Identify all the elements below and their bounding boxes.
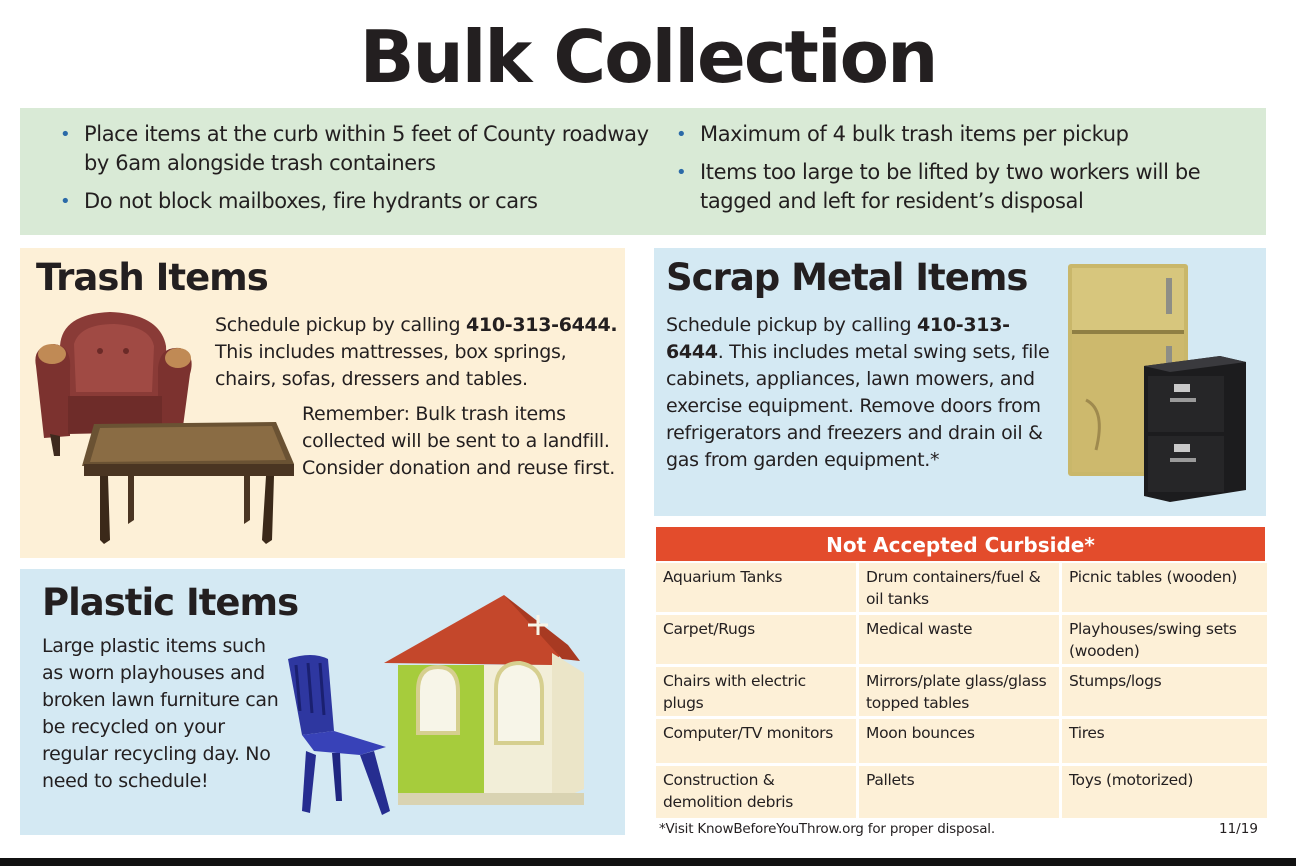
scrap-text-pre: Schedule pickup by calling	[666, 314, 918, 336]
rules-list-left	[60, 120, 650, 225]
rule-item: • Maximum of 4 bulk trash items per pickup	[676, 120, 1251, 149]
scrap-metal-panel	[654, 248, 1266, 516]
table-cell: Mirrors/plate glass/glass topped tables	[859, 667, 1059, 716]
table-cell: Pallets	[859, 766, 1059, 818]
scrap-description	[666, 312, 1051, 474]
trash-phone: 410-313-6444.	[466, 314, 618, 336]
table-cell: Medical waste	[859, 615, 1059, 664]
plastic-chair-icon	[282, 651, 394, 819]
plastic-items-panel	[20, 569, 625, 835]
not-accepted-header: Not Accepted Curbside*	[656, 527, 1265, 561]
not-accepted-table	[656, 527, 1266, 817]
rule-item: • Place items at the curb within 5 feet of County roadway by 6am alongside trash containers	[60, 120, 650, 178]
table-cell: Picnic tables (wooden)	[1062, 563, 1267, 612]
not-accepted-grid	[656, 563, 1265, 818]
scrap-heading: Scrap Metal Items	[666, 256, 1028, 299]
scrap-phone: 410-313-6444	[666, 314, 1010, 363]
table-cell: Construction & demolition debris	[656, 766, 856, 818]
table-cell: Playhouses/swing sets (wooden)	[1062, 615, 1267, 664]
table-cell: Stumps/logs	[1062, 667, 1267, 716]
rules-box	[20, 108, 1266, 235]
table-cell: Carpet/Rugs	[656, 615, 856, 664]
trash-items-panel	[20, 248, 625, 558]
rules-list-right	[676, 120, 1251, 225]
bottom-border	[0, 858, 1296, 866]
table-cell: Chairs with electric plugs	[656, 667, 856, 716]
coffee-table-icon	[80, 420, 300, 550]
table-cell: Drum containers/fuel & oil tanks	[859, 563, 1059, 612]
trash-remember-note: Remember: Bulk trash items collected will be sent to a landfill. Consider donation and reuse first.	[302, 403, 616, 479]
plastic-heading: Plastic Items	[42, 581, 299, 624]
table-cell: Tires	[1062, 719, 1267, 763]
revision-date: 11/19	[1219, 821, 1258, 837]
rule-item: • Do not block mailboxes, fire hydrants or cars	[60, 187, 650, 216]
trash-heading: Trash Items	[36, 256, 268, 299]
trash-description	[215, 312, 620, 393]
playhouse-icon	[384, 593, 604, 813]
trash-text-pre: Schedule pickup by calling	[215, 314, 467, 336]
table-cell: Moon bounces	[859, 719, 1059, 763]
scrap-text-post: . This includes metal swing sets, file cabinets, appliances, lawn mowers, and exercise equipment. Remove doors from refrigerators and freezers and drain oil & gas from garden equipment.*	[666, 341, 1050, 471]
footnote: *Visit KnowBeforeYouThrow.org for proper disposal.	[659, 821, 995, 837]
rule-item: • Items too large to be lifted by two workers will be tagged and left for resident’s disposal	[676, 158, 1251, 216]
page-title: Bulk Collection	[359, 15, 937, 99]
table-cell: Toys (motorized)	[1062, 766, 1267, 818]
table-cell: Aquarium Tanks	[656, 563, 856, 612]
trash-text-post: This includes mattresses, box springs, chairs, sofas, dressers and tables.	[215, 341, 567, 390]
table-cell: Computer/TV monitors	[656, 719, 856, 763]
file-cabinet-icon	[1140, 356, 1250, 504]
plastic-description: Large plastic items such as worn playhouses and broken lawn furniture can be recycled on your regular recycling day. No need to schedule!	[42, 635, 279, 792]
